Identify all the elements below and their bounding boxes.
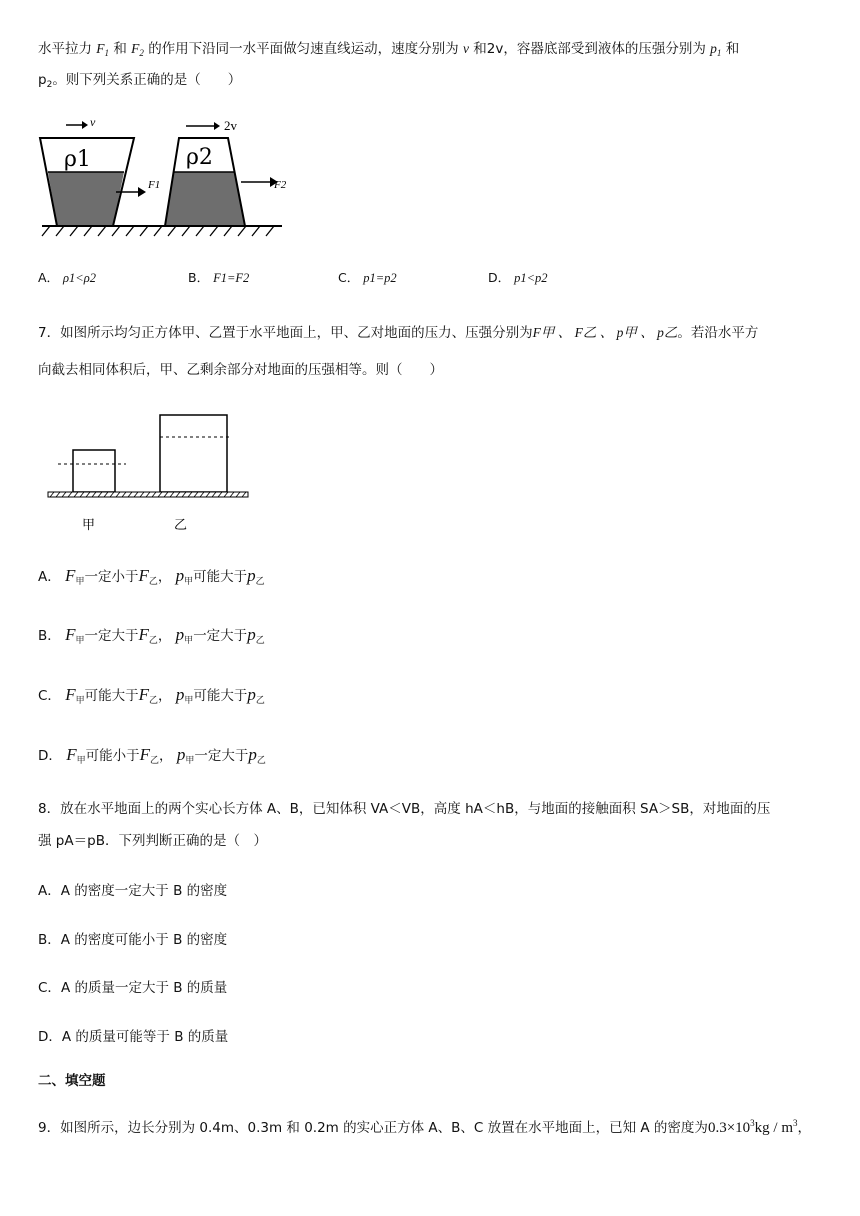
q8-option-b[interactable]: B．A 的密度可能小于 B 的密度 [38,932,228,948]
q7-option-a[interactable]: A． $F_甲$一定小于$F_乙$， $p_甲$可能大于$p_乙$ [38,566,265,586]
section-title-fill-in: 二、填空题 [38,1073,106,1089]
q6-option-b[interactable]: B． F1=F2 [188,270,250,285]
q6-option-d[interactable]: D． p1<p2 [488,270,548,285]
q8-option-d[interactable]: D．A 的质量可能等于 B 的质量 [38,1029,229,1045]
q8-stem-line2: 强 pA＝pB．下列判断正确的是（ ） [38,833,267,849]
q8-option-a[interactable]: A．A 的密度一定大于 B 的密度 [38,883,228,899]
q9-density: $0.3\times 10^3kg / m^3$ [707,1118,798,1136]
fig-label-rho1: ρ1 [64,147,91,172]
var-2v: 2v [486,41,504,57]
var-v: v [462,41,469,56]
fig-label-rho2: ρ2 [186,145,213,170]
var-F2: $F_2$ [131,41,144,58]
q7-variables: F甲 、 F乙 、 p甲 、 p乙 [532,325,678,340]
q7-figure-cubes [46,408,261,538]
q7-stem-line2: 向截去相同体积后，甲、乙剩余部分对地面的压强相等。则（ ） [38,362,443,378]
fig-label-2v: 2v [224,118,237,133]
q6-figure-containers [38,112,298,242]
var-p2: $p_2$ [38,72,53,90]
q7-stem-line1: 7．如图所示均匀正方体甲、乙置于水平地面上，甲、乙对地面的压力、压强分别为F甲 、 F乙 、 p甲 、 p乙。若沿水平方 [38,325,759,341]
q8-stem-line1: 8．放在水平地面上的两个实心长方体 A、B，已知体积 VA＜VB，高度 hA＜hB，与地面的接触面积 SA＞SB，对地面的压 [38,801,771,817]
fig-label-F1: F1 [148,179,161,191]
q6-option-a[interactable]: A． ρ1<ρ2 [38,270,96,285]
q6-option-c[interactable]: C． p1=p2 [338,270,397,285]
q7-option-c[interactable]: C． $F_甲$可能大于$F_乙$， $p_甲$可能大于$p_乙$ [38,685,265,705]
fig-label-yi: 乙 [174,518,188,533]
fig-label-F2: F2 [274,179,287,191]
q9-stem-line1: 9．如图所示，边长分别为 0.4m、0.3m 和 0.2m 的实心正方体 A、B、C 放置在水平地面上，已知 A 的密度为$0.3\times 10^3kg / m^3$， [38,1118,811,1136]
var-p1: $p_1$ [710,41,722,58]
fig-label-v: v [90,115,96,129]
fig-label-jia: 甲 [82,518,96,533]
q8-option-c[interactable]: C．A 的质量一定大于 B 的质量 [38,980,228,996]
q6-stem-line1: 水平拉力 $F_1$ 和 $F_2$ 的作用下沿同一水平面做匀速直线运动，速度分别为 v 和2v，容器底部受到液体的压强分别为 $p_1$ 和 [38,41,740,58]
var-F1: $F_1$ [96,41,110,58]
q7-option-b[interactable]: B． $F_甲$一定大于$F_乙$， $p_甲$一定大于$p_乙$ [38,625,265,645]
q7-option-d[interactable]: D． $F_甲$可能小于$F_乙$， $p_甲$一定大于$p_乙$ [38,745,266,765]
q6-stem-line2: $p_2$。则下列关系正确的是（ ） [38,72,242,90]
